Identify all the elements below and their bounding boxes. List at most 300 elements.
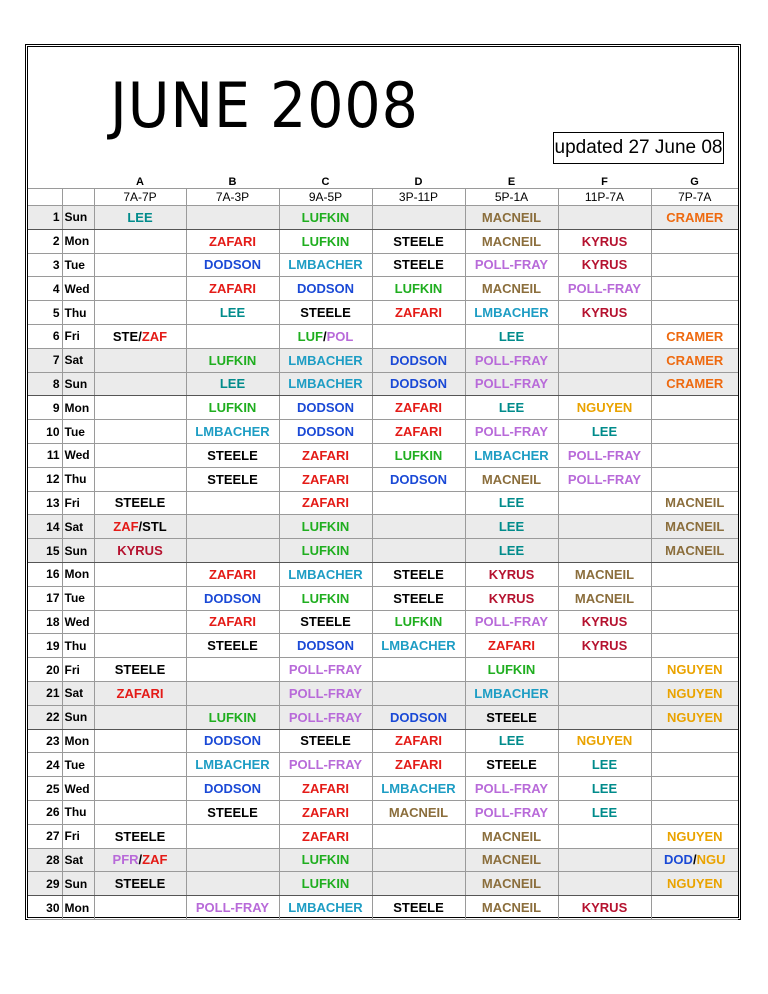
staff-name: POLL-FRAY <box>288 709 363 725</box>
staff-name: POLL-FRAY <box>288 685 363 701</box>
shift-cell <box>94 420 186 444</box>
staff-name: NGUYEN <box>666 709 723 725</box>
shift-cell <box>465 277 558 301</box>
table-row <box>28 824 738 848</box>
shift-cell <box>372 872 465 896</box>
shift-cell <box>279 443 372 467</box>
staff-name: POLL-FRAY <box>195 900 270 915</box>
day-number: 13 <box>28 491 62 515</box>
staff-name: STEELE <box>114 876 166 892</box>
table-row <box>28 348 738 372</box>
shift-cell <box>558 586 651 610</box>
shift-time: 7A-7P <box>94 189 186 206</box>
shift-cell <box>186 301 279 325</box>
shift-cell <box>94 777 186 801</box>
column-letter: G <box>690 176 699 188</box>
table-row <box>28 800 738 824</box>
staff-name: STEELE <box>114 495 166 511</box>
staff-name: ZAFARI <box>302 495 349 511</box>
shift-cell <box>186 872 279 896</box>
shift-cell <box>558 562 651 586</box>
day-number: 17 <box>28 586 62 610</box>
shift-cell <box>651 372 738 396</box>
shift-cell <box>279 491 372 515</box>
day-of-week: Thu <box>62 800 94 824</box>
staff-name: LUFKIN <box>301 233 350 249</box>
day-number: 1 <box>28 206 62 230</box>
separator: / <box>138 328 142 344</box>
shift-cell <box>651 562 738 586</box>
shift-cell <box>94 348 186 372</box>
day-of-week: Sat <box>62 348 94 372</box>
shift-cell <box>558 396 651 420</box>
shift-cell <box>465 753 558 777</box>
day-number: 19 <box>28 634 62 658</box>
staff-name: STEELE <box>114 828 166 844</box>
shift-cell <box>558 753 651 777</box>
table-row <box>28 324 738 348</box>
staff-name: LUFKIN <box>301 209 350 225</box>
staff-name: MACNEIL <box>481 852 542 868</box>
shift-cell <box>186 324 279 348</box>
shift-cell <box>558 848 651 872</box>
staff-name: DODSON <box>203 590 262 606</box>
day-of-week: Fri <box>62 491 94 515</box>
staff-name: MACNEIL <box>665 543 725 559</box>
staff-name: POLL-FRAY <box>567 281 642 297</box>
shift-cell <box>94 824 186 848</box>
shift-cell <box>465 896 558 920</box>
day-number: 5 <box>28 301 62 325</box>
shift-cell <box>186 634 279 658</box>
shift-cell <box>465 562 558 586</box>
staff-name: NGU <box>696 852 726 868</box>
day-of-week: Sat <box>62 848 94 872</box>
shift-cell <box>372 372 465 396</box>
staff-name: NGUYEN <box>576 733 633 749</box>
shift-cell <box>558 491 651 515</box>
day-number: 20 <box>28 658 62 682</box>
shift-cell <box>651 396 738 420</box>
staff-name: LEE <box>498 400 525 416</box>
day-of-week: Sat <box>62 681 94 705</box>
shift-cell <box>279 729 372 753</box>
day-number: 12 <box>28 467 62 491</box>
shift-cell <box>465 301 558 325</box>
table-row <box>28 229 738 253</box>
staff-name: LMBACHER <box>474 447 549 463</box>
shift-cell <box>651 681 738 705</box>
day-of-week: Wed <box>62 277 94 301</box>
shift-cell <box>94 753 186 777</box>
staff-name: MACNEIL <box>388 804 449 820</box>
staff-name: LUFKIN <box>208 400 257 416</box>
shift-cell <box>372 777 465 801</box>
shift-cell <box>372 206 465 230</box>
staff-name: KYRUS <box>581 257 628 273</box>
shift-cell <box>372 562 465 586</box>
staff-name: LEE <box>498 733 525 749</box>
shift-cell <box>94 848 186 872</box>
day-number: 7 <box>28 348 62 372</box>
staff-name: MACNEIL <box>481 471 542 487</box>
staff-name: DODSON <box>203 257 262 273</box>
shift-cell <box>372 729 465 753</box>
shift-cell <box>94 705 186 729</box>
staff-name: KYRUS <box>117 543 163 559</box>
shift-cell <box>279 372 372 396</box>
shift-cell <box>651 800 738 824</box>
staff-name: LUFKIN <box>301 852 350 868</box>
shift-cell <box>465 348 558 372</box>
staff-name: MACNEIL <box>665 519 725 535</box>
shift-cell <box>186 681 279 705</box>
staff-name: ZAFARI <box>488 638 535 654</box>
shift-cell <box>94 729 186 753</box>
staff-name: LUFKIN <box>394 447 443 463</box>
day-of-week: Mon <box>62 729 94 753</box>
staff-name: STEELE <box>393 566 444 582</box>
staff-name: POLL-FRAY <box>288 757 363 773</box>
day-of-week: Wed <box>62 777 94 801</box>
staff-name: LUFKIN <box>301 519 350 535</box>
shift-cell <box>651 634 738 658</box>
staff-name: STE <box>112 328 139 344</box>
day-of-week: Sat <box>62 515 94 539</box>
shift-cell <box>558 705 651 729</box>
shift-time: 5P-1A <box>465 189 558 206</box>
shift-cell <box>279 467 372 491</box>
shift-cell <box>186 729 279 753</box>
shift-cell <box>372 634 465 658</box>
shift-cell <box>372 253 465 277</box>
staff-name: STEELE <box>486 709 537 725</box>
shift-cell <box>94 610 186 634</box>
staff-name: LMBACHER <box>474 305 549 321</box>
shift-cell <box>372 277 465 301</box>
day-of-week: Wed <box>62 443 94 467</box>
shift-cell <box>558 824 651 848</box>
day-number: 30 <box>28 896 62 920</box>
staff-name: STEELE <box>393 900 444 915</box>
shift-cell <box>94 324 186 348</box>
shift-cell <box>186 658 279 682</box>
shift-cell <box>279 420 372 444</box>
staff-name: LUF <box>297 328 323 344</box>
table-row <box>28 253 738 277</box>
shift-cell <box>558 348 651 372</box>
staff-name: ZAFARI <box>395 400 442 416</box>
shift-cell <box>558 610 651 634</box>
shift-cell <box>372 443 465 467</box>
shift-cell <box>94 658 186 682</box>
day-number: 22 <box>28 705 62 729</box>
table-row <box>28 753 738 777</box>
shift-cell <box>558 515 651 539</box>
table-row <box>28 443 738 467</box>
staff-name: DODSON <box>296 400 355 416</box>
shift-cell <box>279 896 372 920</box>
staff-name: ZAFARI <box>302 804 349 820</box>
shift-cell <box>465 610 558 634</box>
shift-cell <box>186 777 279 801</box>
day-number: 9 <box>28 396 62 420</box>
shift-cell <box>465 824 558 848</box>
shift-cell <box>558 896 651 920</box>
shift-cell <box>651 253 738 277</box>
shift-cell <box>94 515 186 539</box>
shift-cell <box>558 800 651 824</box>
table-row <box>28 491 738 515</box>
shift-cell <box>186 253 279 277</box>
staff-name: ZAFARI <box>302 447 349 463</box>
staff-name: LMBACHER <box>381 781 456 797</box>
shift-times-row <box>28 189 738 206</box>
shift-cell <box>651 848 738 872</box>
shift-cell <box>651 824 738 848</box>
shift-cell <box>279 753 372 777</box>
table-row <box>28 372 738 396</box>
shift-cell <box>651 777 738 801</box>
shift-cell <box>94 253 186 277</box>
day-number: 23 <box>28 729 62 753</box>
shift-cell <box>279 206 372 230</box>
staff-name: MACNEIL <box>481 281 542 297</box>
staff-name: ZAFARI <box>302 471 349 487</box>
shift-cell <box>186 515 279 539</box>
shift-cell <box>94 681 186 705</box>
staff-name: ZAFARI <box>395 305 442 321</box>
shift-cell <box>279 348 372 372</box>
shift-cell <box>279 634 372 658</box>
shift-cell <box>651 206 738 230</box>
staff-name: LMBACHER <box>288 352 363 368</box>
day-number: 3 <box>28 253 62 277</box>
shift-cell <box>465 491 558 515</box>
shift-cell <box>372 896 465 920</box>
shift-cell <box>279 681 372 705</box>
day-number: 21 <box>28 681 62 705</box>
staff-name: LUFKIN <box>301 590 350 606</box>
separator: / <box>138 519 143 535</box>
staff-name: DODSON <box>296 424 355 440</box>
staff-name: LUFKIN <box>487 662 536 678</box>
shift-cell <box>279 515 372 539</box>
column-letter: E <box>507 176 516 188</box>
schedule-table <box>28 173 738 920</box>
shift-cell <box>465 658 558 682</box>
shift-cell <box>558 229 651 253</box>
staff-name: NGUYEN <box>666 662 723 678</box>
staff-name: POLL-FRAY <box>567 447 642 463</box>
shift-cell <box>186 420 279 444</box>
shift-cell <box>372 515 465 539</box>
table-row <box>28 658 738 682</box>
staff-name: STL <box>142 519 167 535</box>
day-number: 2 <box>28 229 62 253</box>
shift-cell <box>558 301 651 325</box>
staff-name: KYRUS <box>581 233 628 249</box>
day-number: 16 <box>28 562 62 586</box>
day-of-week: Mon <box>62 896 94 920</box>
day-number: 18 <box>28 610 62 634</box>
shift-cell <box>186 206 279 230</box>
shift-cell <box>558 681 651 705</box>
shift-cell <box>94 634 186 658</box>
shift-cell <box>94 896 186 920</box>
staff-name: CRAMER <box>666 352 724 368</box>
shift-cell <box>558 253 651 277</box>
staff-name: LEE <box>498 543 525 559</box>
table-row <box>28 277 738 301</box>
day-of-week: Thu <box>62 301 94 325</box>
day-number: 11 <box>28 443 62 467</box>
shift-cell <box>651 443 738 467</box>
day-number: 10 <box>28 420 62 444</box>
shift-cell <box>651 348 738 372</box>
shift-cell <box>372 681 465 705</box>
staff-name: STEELE <box>393 233 444 249</box>
staff-name: POLL-FRAY <box>474 424 549 440</box>
day-number: 24 <box>28 753 62 777</box>
column-letter: B <box>228 176 237 188</box>
shift-cell <box>465 206 558 230</box>
staff-name: ZAFARI <box>395 424 442 440</box>
staff-name: LUFKIN <box>394 281 443 297</box>
staff-name: LUFKIN <box>394 614 443 630</box>
shift-cell <box>651 872 738 896</box>
staff-name: STEELE <box>486 757 537 773</box>
table-row <box>28 848 738 872</box>
staff-name: STEELE <box>207 471 258 487</box>
day-of-week: Mon <box>62 229 94 253</box>
shift-cell <box>465 515 558 539</box>
shift-cell <box>558 777 651 801</box>
shift-cell <box>465 634 558 658</box>
staff-name: KYRUS <box>581 614 628 630</box>
shift-cell <box>186 800 279 824</box>
staff-name: STEELE <box>114 662 166 678</box>
staff-name: ZAFARI <box>395 757 442 773</box>
column-letter: D <box>414 176 423 188</box>
staff-name: LUFKIN <box>301 876 350 892</box>
table-row <box>28 586 738 610</box>
shift-cell <box>465 872 558 896</box>
shift-cell <box>558 539 651 563</box>
shift-cell <box>651 705 738 729</box>
shift-cell <box>186 896 279 920</box>
day-number: 6 <box>28 324 62 348</box>
staff-name: ZAFARI <box>209 233 256 249</box>
shift-cell <box>279 824 372 848</box>
staff-name: LMBACHER <box>474 685 549 701</box>
shift-cell <box>651 753 738 777</box>
staff-name: LUFKIN <box>301 543 350 559</box>
staff-name: ZAF <box>142 852 168 868</box>
shift-cell <box>465 848 558 872</box>
staff-name: POL <box>326 328 354 344</box>
shift-cell <box>465 681 558 705</box>
staff-name: STEELE <box>300 733 351 749</box>
shift-cell <box>372 705 465 729</box>
staff-name: LEE <box>591 781 618 797</box>
staff-name: DODSON <box>389 709 448 725</box>
shift-cell <box>372 420 465 444</box>
shift-cell <box>94 443 186 467</box>
shift-cell <box>279 872 372 896</box>
shift-cell <box>186 539 279 563</box>
shift-cell <box>94 372 186 396</box>
shift-cell <box>465 253 558 277</box>
shift-cell <box>279 705 372 729</box>
day-of-week: Thu <box>62 634 94 658</box>
shift-cell <box>186 586 279 610</box>
day-of-week: Sun <box>62 206 94 230</box>
shift-cell <box>372 348 465 372</box>
staff-name: MACNEIL <box>574 590 635 606</box>
day-number: 29 <box>28 872 62 896</box>
staff-name: LMBACHER <box>288 376 363 392</box>
staff-name: LEE <box>498 519 525 535</box>
staff-name: LEE <box>591 757 618 773</box>
shift-time: 3P-11P <box>372 189 465 206</box>
shift-cell <box>465 324 558 348</box>
shift-cell <box>94 586 186 610</box>
staff-name: LMBACHER <box>288 257 363 273</box>
shift-cell <box>651 229 738 253</box>
shift-cell <box>279 777 372 801</box>
shift-cell <box>372 324 465 348</box>
shift-cell <box>372 301 465 325</box>
table-row <box>28 396 738 420</box>
shift-cell <box>186 229 279 253</box>
staff-name: LUFKIN <box>208 709 257 725</box>
shift-cell <box>372 586 465 610</box>
staff-name: POLL-FRAY <box>474 781 549 797</box>
table-row <box>28 634 738 658</box>
shift-cell <box>186 277 279 301</box>
staff-name: KYRUS <box>488 590 535 606</box>
column-letter <box>62 173 94 189</box>
day-number: 25 <box>28 777 62 801</box>
staff-name: KYRUS <box>581 900 628 915</box>
shift-time: 7P-7A <box>651 189 738 206</box>
shift-time <box>62 189 94 206</box>
shift-cell <box>558 729 651 753</box>
day-of-week: Tue <box>62 253 94 277</box>
shift-cell <box>279 277 372 301</box>
shift-cell <box>651 729 738 753</box>
staff-name: POLL-FRAY <box>474 614 549 630</box>
day-of-week: Mon <box>62 562 94 586</box>
shift-cell <box>279 562 372 586</box>
day-of-week: Sun <box>62 705 94 729</box>
staff-name: ZAF <box>141 328 168 344</box>
staff-name: LMBACHER <box>381 638 456 654</box>
shift-cell <box>94 491 186 515</box>
shift-cell <box>372 539 465 563</box>
staff-name: LUFKIN <box>208 352 257 368</box>
shift-cell <box>651 539 738 563</box>
shift-cell <box>94 396 186 420</box>
shift-cell <box>186 705 279 729</box>
shift-cell <box>186 443 279 467</box>
staff-name: NGUYEN <box>576 400 633 416</box>
staff-name: LEE <box>591 804 618 820</box>
day-of-week: Wed <box>62 610 94 634</box>
shift-cell <box>558 324 651 348</box>
day-of-week: Sun <box>62 372 94 396</box>
